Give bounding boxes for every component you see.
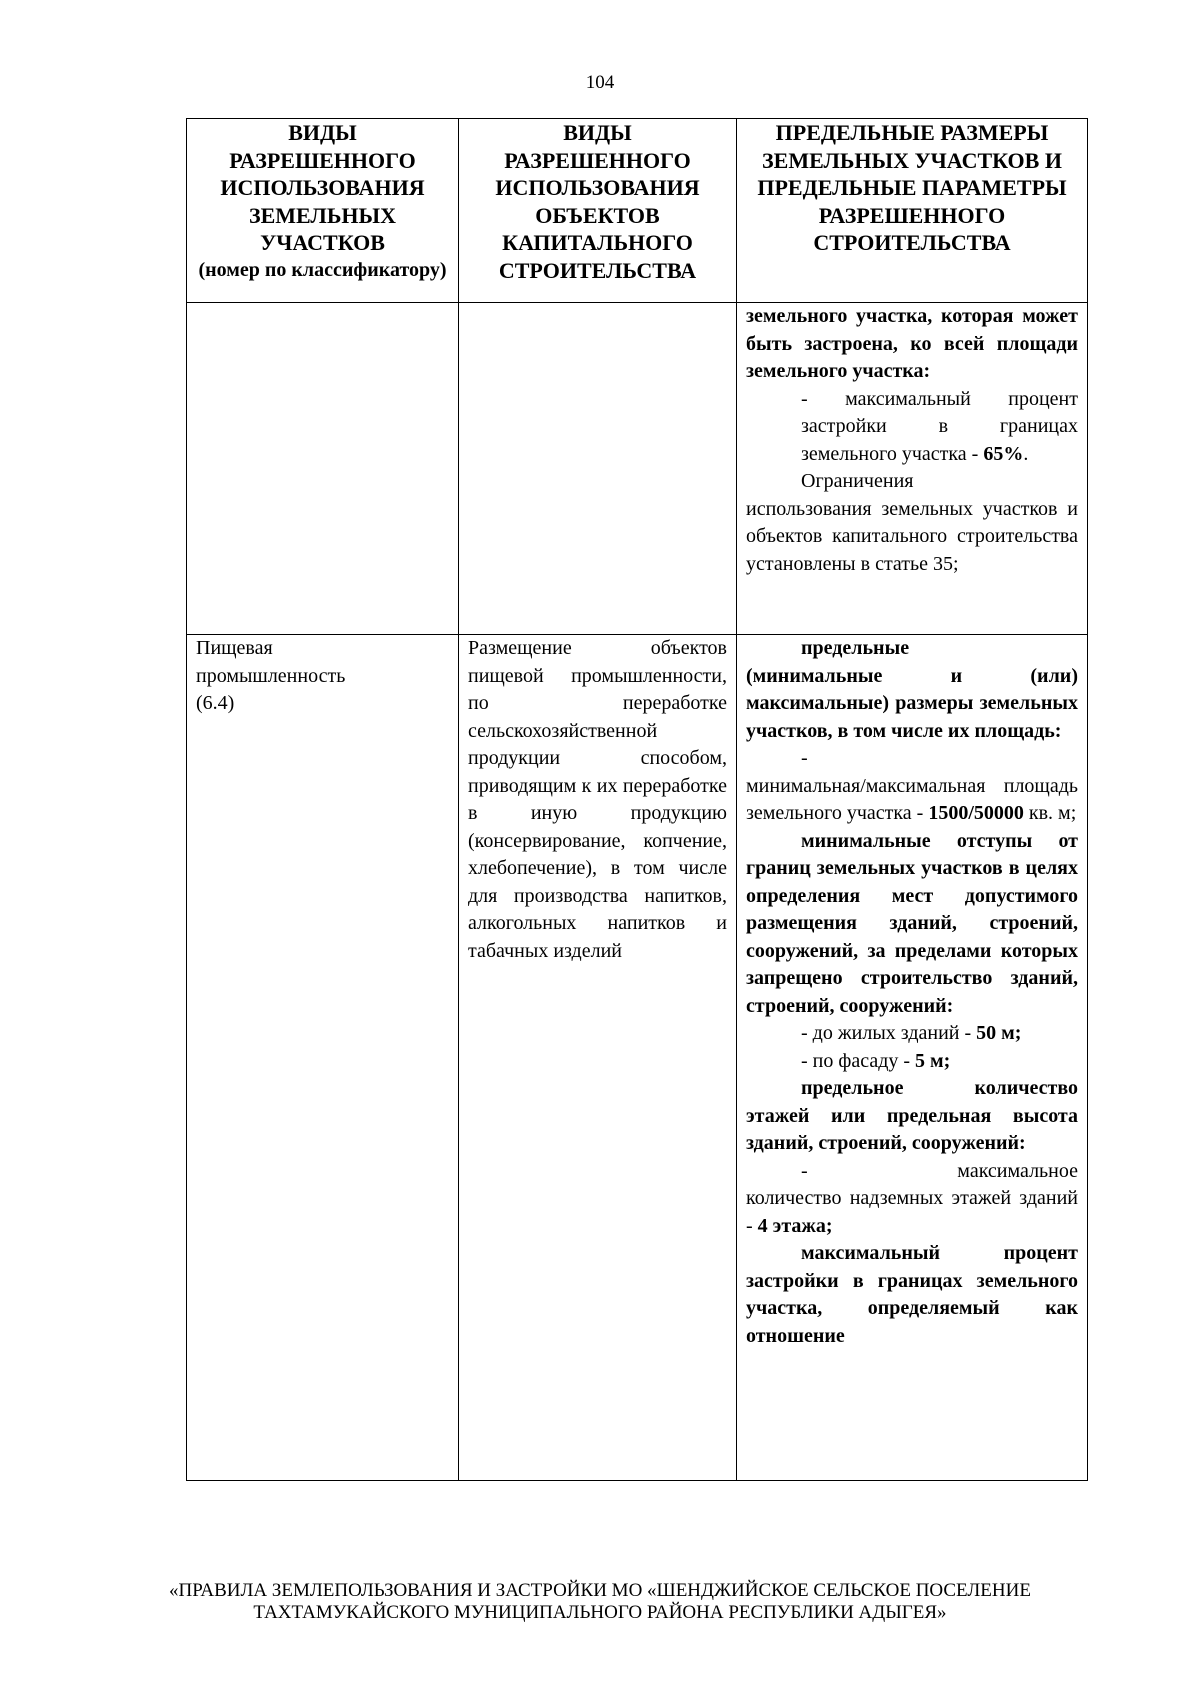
table-row <box>187 303 1088 635</box>
row2-land-use-cell: Пищевая промышленность (6.4) <box>187 635 459 1481</box>
setbacks-text: минимальные отступы от границ земельных участков в целях определения мест допустимого размещения зданий, строений, сооружений, за пределами которых запрещено строительство зданий, строений, сооружений: <box>746 829 1078 1017</box>
table-row <box>187 635 1088 1481</box>
regulations-table <box>186 118 1088 1481</box>
area-dash: - <box>801 747 808 769</box>
setback-facade <box>746 1048 1078 1076</box>
floors-label: количество надземных этажей зданий - <box>746 1187 1078 1237</box>
row1-max-build-percent <box>746 386 1078 469</box>
page-number: 104 <box>585 72 615 93</box>
max-percent-text: максимальный процент застройки в границах земельного участка, определяемый как отношение <box>746 1242 1078 1347</box>
header-col1-title: ВИДЫ РАЗРЕШЕННОГО ИСПОЛЬЗОВАНИЯ ЗЕМЕЛЬНЫХ УЧАСТКОВ <box>220 120 425 255</box>
table-header-row <box>187 119 1088 303</box>
setback-residential <box>746 1020 1078 1048</box>
row1-land-use-cell <box>187 303 459 635</box>
floors-limit <box>746 1185 1078 1240</box>
row2-parameters-cell <box>737 635 1088 1481</box>
floors-value: 4 этажа; <box>757 1214 833 1237</box>
floors-text: предельное количество этажей или предельная высота зданий, строений, сооружений: <box>746 1077 1078 1154</box>
header-col1-subtitle: (номер по классификатору) <box>198 258 447 281</box>
area-label: минимальная/максимальная площадь земельного участка - <box>746 774 1078 824</box>
max-percent-period: . <box>1023 442 1029 465</box>
area-value: 1500/50000 <box>928 802 1024 824</box>
limits-text: (минимальные и (или) максимальные) размеры земельных участков, в том числе их площадь: <box>746 664 1078 742</box>
setback-residential-label: - до жилых зданий - <box>801 1022 977 1044</box>
header-limit-parameters: ПРЕДЕЛЬНЫЕ РАЗМЕРЫ ЗЕМЕЛЬНЫХ УЧАСТКОВ И ПРЕДЕЛЬНЫЕ ПАРАМЕТРЫ РАЗРЕШЕННОГО СТРОИТЕЛЬСТВА <box>737 119 1088 303</box>
max-percent-label: - максимальный процент застройки в границах земельного участка - <box>801 387 1078 465</box>
setback-facade-value: 5 м; <box>915 1049 951 1072</box>
area-limits <box>746 773 1078 828</box>
setback-residential-value: 50 м; <box>976 1022 1022 1044</box>
row1-construction-cell <box>459 303 737 635</box>
limits-heading: предельные <box>801 637 910 659</box>
row1-restrictions-title: Ограничения <box>801 470 914 492</box>
row1-continuation-text: земельного участка, которая может быть застроена, ко всей площади земельного участка: <box>746 305 1078 382</box>
row1-restrictions-text: использования земельных участков и объектов капитального строительства установлены в статье 35; <box>746 497 1078 575</box>
header-land-use-types <box>187 119 459 303</box>
row2-construction-cell: Размещение объектов пищевой промышленности, по переработке сельскохозяйственной продукции способом, приводящим к их переработке в иную продукцию (консервирование, копчение, хлебопечение), в том числе для производства напитков, алкогольных напитков и табачных изделий <box>459 635 737 1481</box>
setback-facade-label: - по фасаду - <box>801 1049 916 1072</box>
header-capital-construction-types: ВИДЫ РАЗРЕШЕННОГО ИСПОЛЬЗОВАНИЯ ОБЪЕКТОВ КАПИТАЛЬНОГО СТРОИТЕЛЬСТВА <box>459 119 737 303</box>
floors-dash: - <box>801 1159 808 1182</box>
row1-parameters-cell <box>737 303 1088 635</box>
floors-max-word: максимальное <box>957 1159 1078 1182</box>
footer-line-1: «ПРАВИЛА ЗЕМЛЕПОЛЬЗОВАНИЯ И ЗАСТРОЙКИ МО «ШЕНДЖИЙСКОЕ СЕЛЬСКОЕ ПОСЕЛЕНИЕ <box>169 1580 1031 1601</box>
footer-line-2: ТАХТАМУКАЙСКОГО МУНИЦИПАЛЬНОГО РАЙОНА РЕСПУБЛИКИ АДЫГЕЯ» <box>253 1602 947 1623</box>
area-unit: кв. м; <box>1023 802 1077 824</box>
floors-max-line <box>746 1158 1078 1186</box>
document-footer <box>0 1580 1200 1624</box>
max-percent-value: 65% <box>983 442 1024 465</box>
